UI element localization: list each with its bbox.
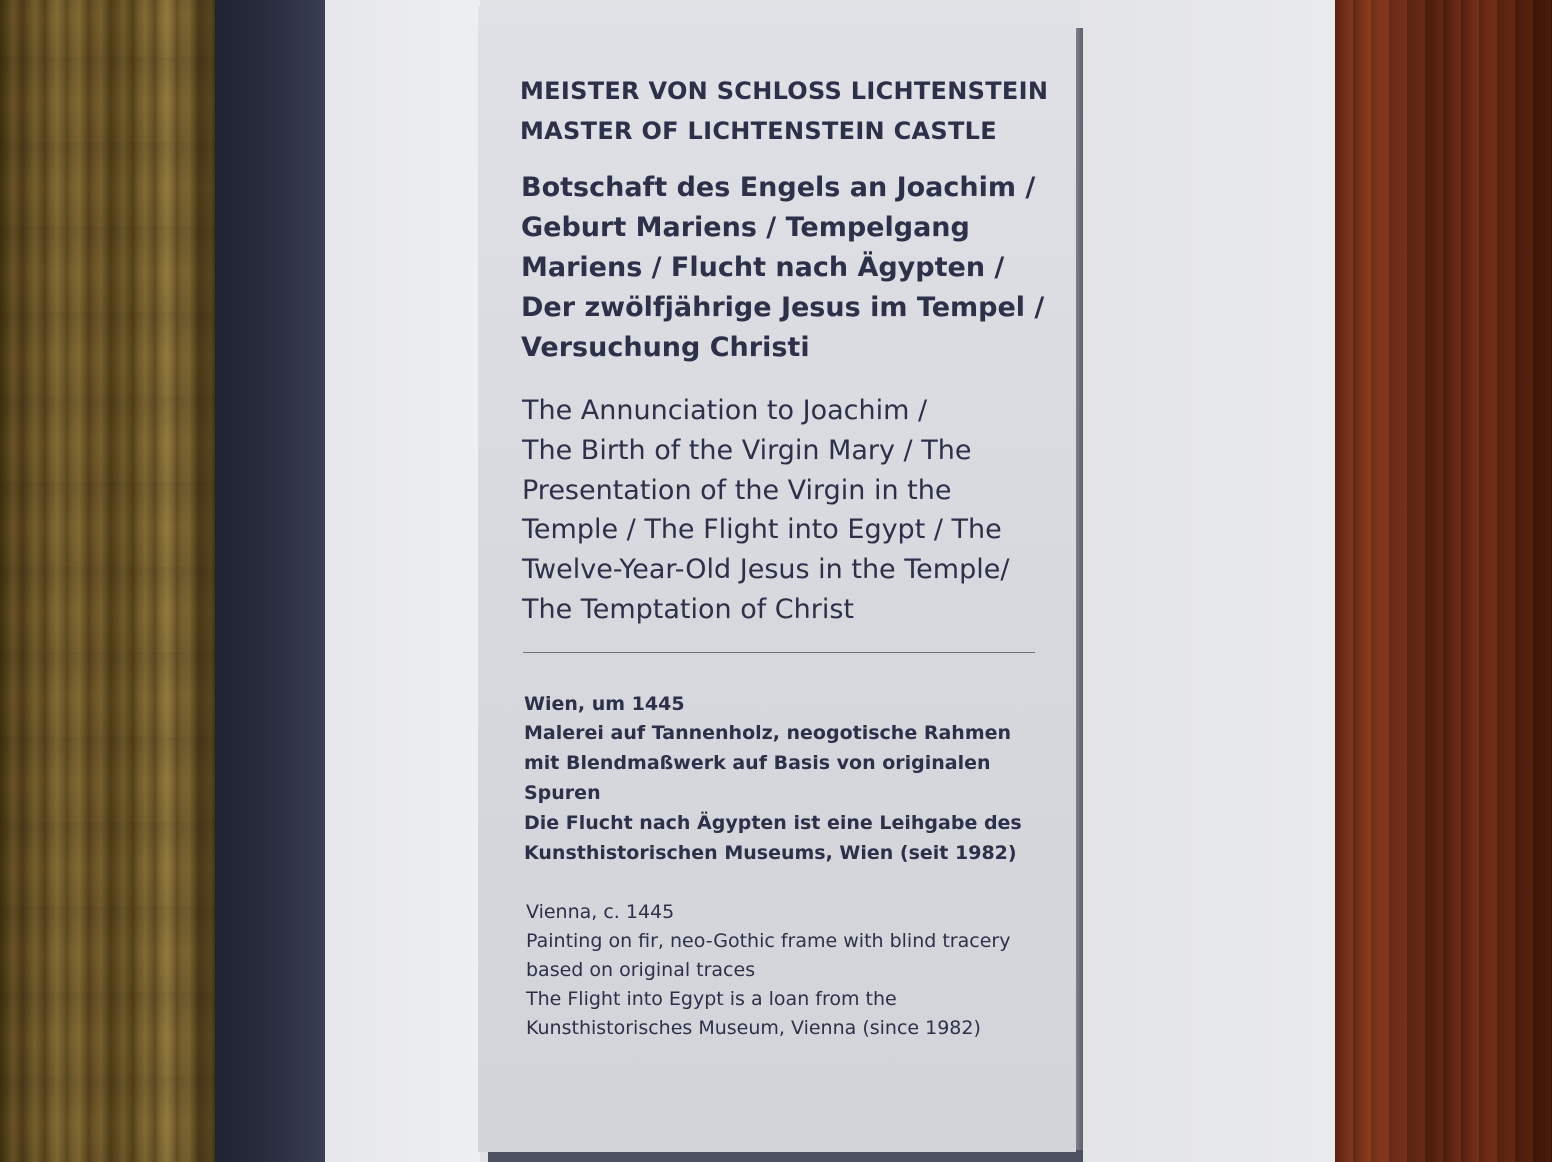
artist-name-de: MEISTER VON SCHLOSS LICHTENSTEIN (520, 77, 1049, 105)
title-de-line: Versuchung Christi (521, 332, 810, 363)
title-de-line: Mariens / Flucht nach Ägypten / (521, 252, 1005, 283)
title-en-line: The Birth of the Virgin Mary / The (522, 435, 972, 466)
title-de-line: Der zwölfjährige Jesus im Tempel / (521, 292, 1045, 323)
artist-name-en: MASTER OF LICHTENSTEIN CASTLE (520, 117, 997, 145)
title-de-line: Geburt Mariens / Tempelgang (521, 212, 970, 243)
divider-rule (523, 652, 1035, 653)
title-en-line: The Annunciation to Joachim / (522, 395, 928, 426)
info-en-line: based on original traces (526, 959, 756, 981)
info-de-line: Wien, um 1445 (524, 693, 685, 715)
title-en-line: Presentation of the Virgin in the (522, 475, 952, 506)
info-en-line: Kunsthistorisches Museum, Vienna (since 1982) (526, 1017, 981, 1039)
info-de-line: Malerei auf Tannenholz, neogotische Rahmen (524, 722, 1012, 744)
wall-right (1080, 0, 1335, 1162)
info-en-line: The Flight into Egypt is a loan from the (526, 988, 897, 1010)
info-en-line: Vienna, c. 1445 (526, 901, 675, 923)
info-de-line: Kunsthistorischen Museums, Wien (seit 1982) (524, 842, 1017, 864)
info-de-line: mit Blendmaßwerk auf Basis von originalen (524, 752, 991, 774)
museum-label-card (478, 6, 1076, 1152)
right-frame-wood (1335, 0, 1552, 1162)
left-frame-wood (0, 0, 215, 1162)
title-en-line: The Temptation of Christ (522, 594, 855, 625)
info-de-line: Die Flucht nach Ägypten ist eine Leihgabe des (524, 812, 1022, 834)
wall-left (325, 0, 480, 1162)
title-de-line: Botschaft des Engels an Joachim / (521, 172, 1036, 203)
frame-shadow (215, 0, 325, 1162)
title-en-line: Temple / The Flight into Egypt / The (522, 514, 1002, 545)
info-en-line: Painting on fir, neo-Gothic frame with blind tracery (526, 930, 1011, 952)
title-en-line: Twelve-Year-Old Jesus in the Temple/ (522, 554, 1010, 585)
info-de-line: Spuren (524, 782, 601, 804)
